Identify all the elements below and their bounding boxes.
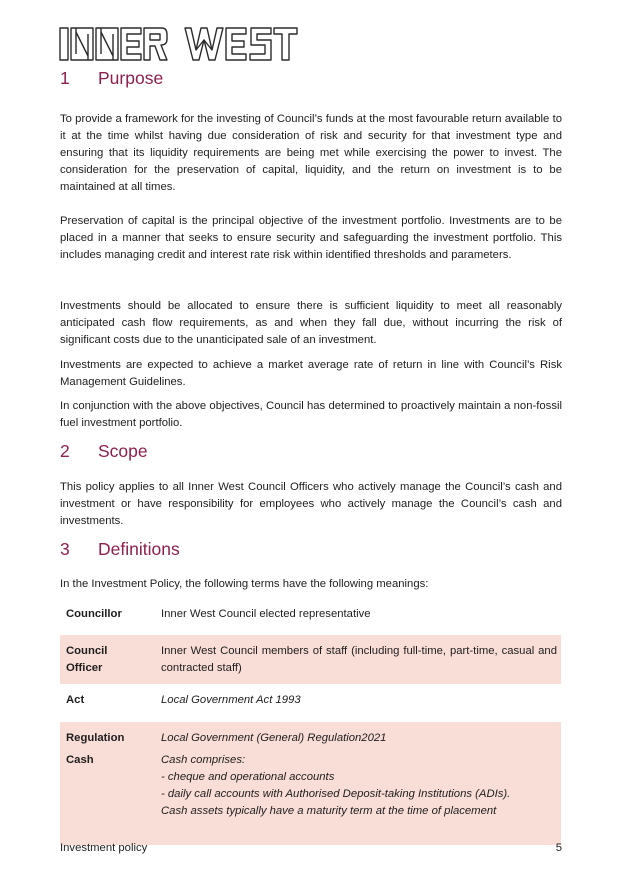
- section-number: 2: [60, 441, 70, 461]
- purpose-paragraph-4: Investments are expected to achieve a market average rate of return in line with Council’s Risk Management Guidelines.: [60, 359, 562, 388]
- definition-line: - daily call accounts with Authorised Deposit-taking Institutions (ADIs).: [161, 788, 511, 800]
- section-title: Definitions: [98, 539, 180, 559]
- section-title: Purpose: [98, 68, 164, 88]
- purpose-paragraph-5: In conjunction with the above objectives, Council has determined to proactively maintain a non-fossil fuel investment portfolio.: [60, 400, 562, 429]
- definition-text: Inner West Council members of staff (including full-time, part-time, casual and contracted staff): [161, 645, 557, 674]
- definitions-table: [60, 598, 561, 845]
- definition-text: Inner West Council elected representative: [161, 608, 371, 620]
- definition-line: Cash assets typically have a maturity term at the time of placement: [161, 805, 497, 817]
- definition-text: Local Government Act 1993: [161, 694, 301, 706]
- page-number: 5: [555, 842, 562, 854]
- purpose-paragraph-3: Investments should be allocated to ensure there is sufficient liquidity to meet all reasonably anticipated cash flow requirements, as and when they fall due, without incurring the risk of significant costs due to the unanticipated sale of an investment.: [60, 300, 562, 346]
- definition-term: Council Officer: [66, 645, 108, 674]
- purpose-paragraph-2: Preservation of capital is the principal objective of the investment portfolio. Investments are to be placed in a manner that seeks to ensure security and safeguarding the investment portfolio. This includes managing credit and interest rate risk within identified thresholds and parameters.: [60, 215, 562, 261]
- definition-text: Local Government (General) Regulation2021: [161, 732, 387, 744]
- section-heading-purpose: [60, 68, 163, 89]
- definition-term: Regulation: [66, 732, 125, 744]
- scope-paragraph: This policy applies to all Inner West Council Officers who actively manage the Council’s cash and investment or have responsibility for employees who actively manage the Council’s cash and investments.: [60, 481, 562, 527]
- definition-row: [60, 752, 561, 845]
- definition-term: Councillor: [66, 608, 122, 620]
- section-heading-definitions: [60, 539, 180, 560]
- section-heading-scope: [60, 441, 148, 462]
- definitions-intro: In the Investment Policy, the following terms have the following meanings:: [60, 578, 429, 590]
- definition-term: Cash: [66, 754, 94, 766]
- inner-west-logo: [59, 26, 299, 62]
- section-number: 3: [60, 539, 70, 559]
- definition-row: [60, 722, 561, 752]
- definition-text: Cash comprises:: [161, 754, 246, 766]
- section-title: Scope: [98, 441, 148, 461]
- definition-line: - cheque and operational accounts: [161, 771, 335, 783]
- definition-row: [60, 684, 561, 714]
- definition-row: [60, 635, 561, 684]
- definition-term: Act: [66, 694, 85, 706]
- section-number: 1: [60, 68, 70, 88]
- purpose-paragraph-1: To provide a framework for the investing of Council’s funds at the most favourable return available to it at the time whilst having due consideration of risk and security for that investment type and ensuring that its liquidity requirements are being met while exercising the power to invest. The consideration for the preservation of capital, liquidity, and the return on investment is to be maintained at all times.: [60, 113, 562, 193]
- definition-text-block: [161, 752, 561, 845]
- definition-row: [60, 598, 561, 628]
- footer-title: Investment policy: [60, 842, 148, 854]
